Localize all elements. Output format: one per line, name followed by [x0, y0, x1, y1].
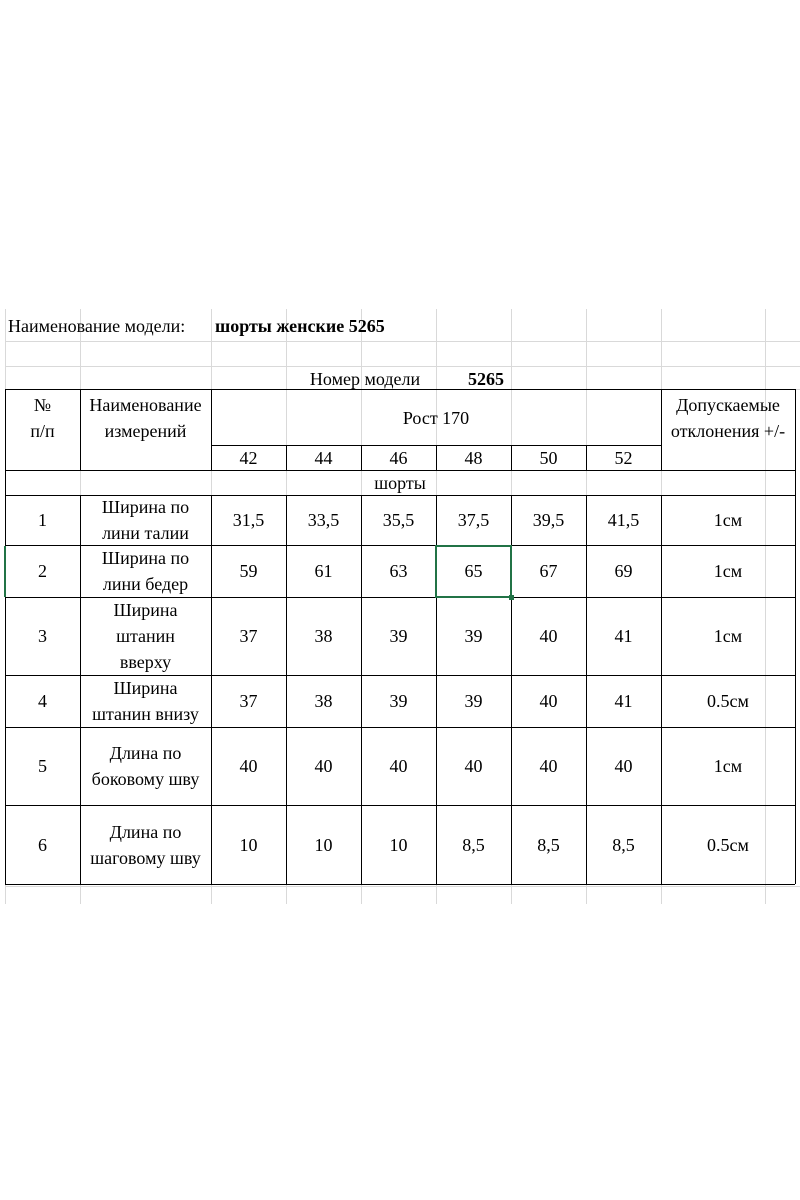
- measurement-name-line: лини талии: [102, 523, 189, 543]
- measurement-value[interactable]: 8,5: [537, 834, 560, 855]
- measurement-value[interactable]: 41: [614, 626, 633, 646]
- size-header[interactable]: 42: [239, 447, 258, 468]
- header-measurement-line2: измерений: [104, 420, 187, 441]
- row-number[interactable]: 5: [38, 756, 47, 776]
- size-header[interactable]: 44: [314, 447, 333, 468]
- measurement-name[interactable]: [80, 545, 211, 597]
- measurement-value[interactable]: 40: [539, 691, 558, 711]
- size-header[interactable]: 52: [614, 447, 633, 468]
- measurement-value[interactable]: 35,5: [382, 510, 415, 530]
- size-header[interactable]: 48: [464, 447, 483, 468]
- measurement-value[interactable]: 10: [389, 834, 408, 855]
- model-name-label[interactable]: Наименование модели:: [8, 316, 186, 336]
- tolerance-value[interactable]: 1см: [713, 510, 743, 530]
- measurement-value[interactable]: 37,5: [457, 510, 490, 530]
- measurement-value[interactable]: 61: [314, 561, 333, 581]
- measurement-name-line: Ширина: [113, 678, 178, 698]
- header-number-line1: №: [33, 394, 52, 415]
- measurement-value[interactable]: 40: [539, 626, 558, 646]
- measurement-name-line: вверху: [119, 652, 172, 672]
- model-number-value[interactable]: 5265: [468, 369, 504, 389]
- measurement-name[interactable]: [80, 495, 211, 545]
- header-height[interactable]: Рост 170: [402, 407, 470, 428]
- header-tolerance-line1: Допускаемые: [676, 394, 780, 415]
- tolerance-value[interactable]: 0.5см: [707, 691, 749, 711]
- tolerance-value[interactable]: 0.5см: [707, 834, 749, 855]
- measurement-name-line: Длина по: [109, 743, 182, 763]
- measurement-value[interactable]: 8,5: [612, 834, 635, 855]
- measurement-value[interactable]: 40: [464, 756, 483, 776]
- measurement-value[interactable]: 10: [239, 834, 258, 855]
- row-number[interactable]: 3: [38, 626, 47, 646]
- measurement-value[interactable]: 31,5: [232, 510, 265, 530]
- selected-cell-outline: [435, 545, 512, 598]
- measurement-value[interactable]: 37: [239, 626, 258, 646]
- measurement-value[interactable]: 67: [539, 561, 558, 581]
- measurement-value[interactable]: 40: [239, 756, 258, 776]
- measurement-name-line: штанин: [116, 626, 175, 646]
- measurement-value[interactable]: 8,5: [462, 834, 485, 855]
- measurement-name-line: штанин внизу: [92, 704, 199, 724]
- measurement-value[interactable]: 40: [389, 756, 408, 776]
- measurement-value[interactable]: 40: [314, 756, 333, 776]
- measurement-value[interactable]: 59: [239, 561, 258, 581]
- row-number[interactable]: 1: [38, 510, 47, 530]
- header-number-line2: п/п: [30, 420, 55, 441]
- measurement-value[interactable]: 40: [539, 756, 558, 776]
- measurement-name-line: лини бедер: [102, 574, 189, 594]
- measurement-name[interactable]: [80, 675, 211, 727]
- size-header[interactable]: 46: [389, 447, 408, 468]
- size-header[interactable]: 50: [539, 447, 558, 468]
- measurement-value[interactable]: 39: [464, 691, 483, 711]
- measurement-value[interactable]: 41: [614, 691, 633, 711]
- measurement-value[interactable]: 65: [464, 561, 483, 581]
- measurement-value[interactable]: 39: [389, 691, 408, 711]
- model-number-label[interactable]: Номер модели: [309, 369, 421, 389]
- measurement-name[interactable]: [80, 805, 211, 884]
- tolerance-value[interactable]: 1см: [713, 561, 743, 581]
- measurement-name[interactable]: [80, 597, 211, 675]
- measurement-value[interactable]: 33,5: [307, 510, 340, 530]
- measurement-value[interactable]: 63: [389, 561, 408, 581]
- tolerance-value[interactable]: 1см: [713, 756, 743, 776]
- measurement-value[interactable]: 69: [614, 561, 633, 581]
- measurement-value[interactable]: 38: [314, 626, 333, 646]
- header-number[interactable]: [5, 390, 80, 445]
- row-selection-marker: [4, 546, 6, 597]
- row-number[interactable]: 2: [38, 561, 47, 581]
- header-measurement-line1: Наименование: [89, 394, 202, 415]
- tolerance-value[interactable]: 1см: [713, 626, 743, 646]
- measurement-name-line: Ширина: [113, 600, 178, 620]
- measurement-value[interactable]: 40: [614, 756, 633, 776]
- measurement-value[interactable]: 38: [314, 691, 333, 711]
- measurement-name-line: Длина по: [109, 821, 182, 842]
- fill-handle[interactable]: [509, 595, 514, 600]
- row-number[interactable]: 4: [38, 691, 47, 711]
- measurement-value[interactable]: 37: [239, 691, 258, 711]
- measurement-value[interactable]: 39,5: [532, 510, 565, 530]
- model-name-value[interactable]: шорты женские 5265: [215, 316, 385, 336]
- row-number[interactable]: 6: [38, 834, 47, 855]
- measurement-value[interactable]: 41,5: [607, 510, 640, 530]
- measurement-name-line: шаговому шву: [90, 847, 201, 868]
- header-measurement[interactable]: [80, 390, 211, 445]
- measurement-name-line: боковому шву: [91, 769, 200, 789]
- measurement-value[interactable]: 39: [389, 626, 408, 646]
- header-tolerance[interactable]: [661, 390, 795, 445]
- measurement-name[interactable]: [80, 727, 211, 805]
- measurement-name-line: Ширина по: [101, 497, 190, 517]
- measurement-value[interactable]: 10: [314, 834, 333, 855]
- header-tolerance-line2: отклонения +/-: [670, 420, 786, 441]
- section-title[interactable]: шорты: [374, 472, 426, 493]
- spreadsheet: [0, 309, 800, 904]
- measurement-name-line: Ширина по: [101, 548, 190, 568]
- measurement-value[interactable]: 39: [464, 626, 483, 646]
